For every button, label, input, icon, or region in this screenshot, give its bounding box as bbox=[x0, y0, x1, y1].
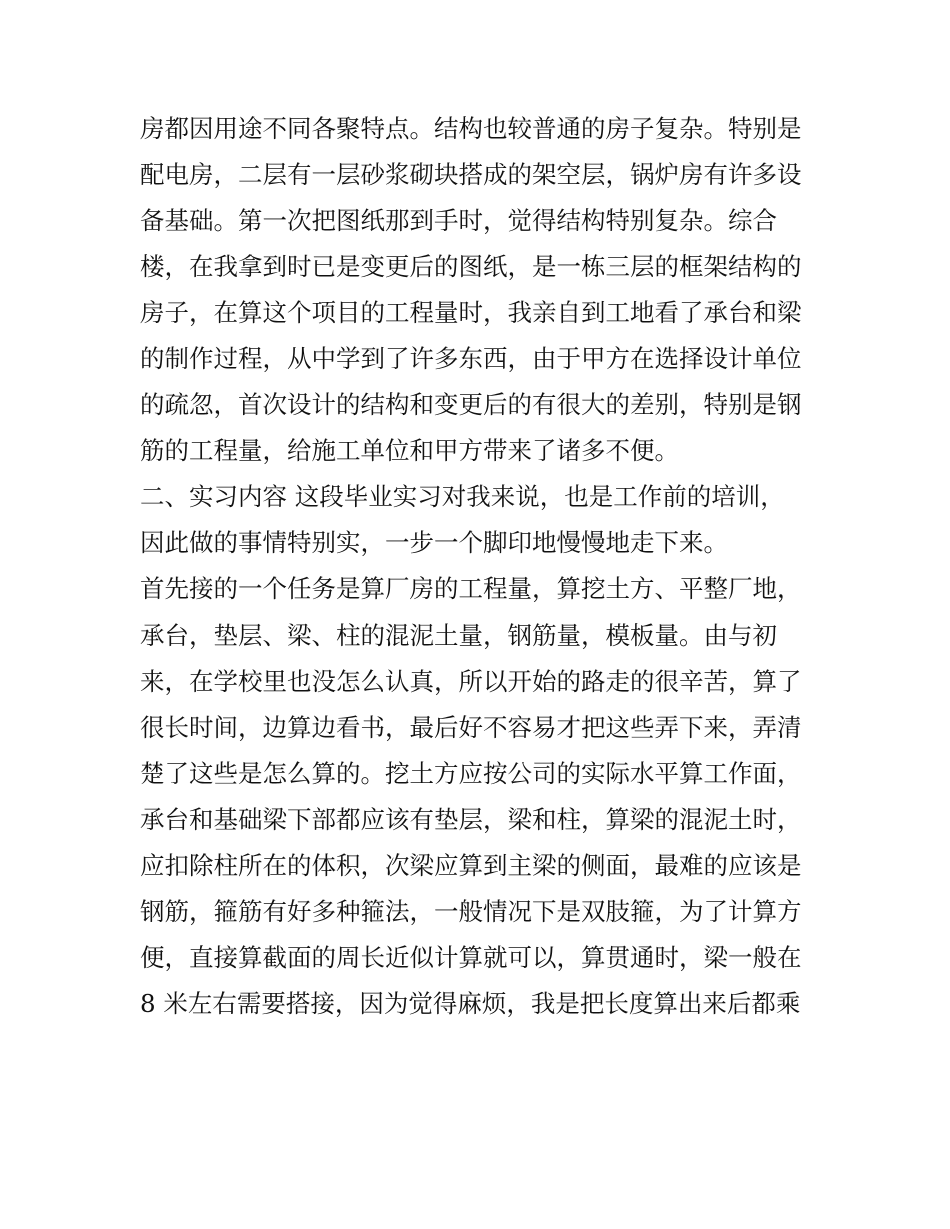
body-text bbox=[140, 106, 820, 1027]
text-line: 来，在学校里也没怎么认真，所以开始的路走的很辛苦，算了 bbox=[140, 666, 802, 696]
text-line: 筋的工程量，给施工单位和甲方带来了诸多不便。 bbox=[140, 436, 679, 466]
text-line: 钢筋，箍筋有好多种箍法，一般情况下是双肢箍，为了计算方 bbox=[140, 896, 802, 926]
section-heading-line: 二、实习内容 这段毕业实习对我来说，也是工作前的培训， bbox=[140, 482, 785, 512]
text-line: 因此做的事情特别实，一步一个脚印地慢慢地走下来。 bbox=[140, 528, 728, 558]
text-line: 楚了这些是怎么算的。挖土方应按公司的实际水平算工作面， bbox=[140, 758, 802, 788]
text-line: 8 米左右需要搭接，因为觉得麻烦，我是把长度算出来后都乘 bbox=[140, 988, 801, 1018]
text-line: 便，直接算截面的周长近似计算就可以，算贯通时，梁一般在 bbox=[140, 942, 802, 972]
text-line: 的制作过程，从中学到了许多东西，由于甲方在选择设计单位 bbox=[140, 344, 802, 374]
text-line: 楼，在我拿到时已是变更后的图纸，是一栋三层的框架结构的 bbox=[140, 252, 802, 282]
text-line: 应扣除柱所在的体积，次梁应算到主梁的侧面，最难的应该是 bbox=[140, 850, 802, 880]
text-line: 房子，在算这个项目的工程量时，我亲自到工地看了承台和梁 bbox=[140, 298, 802, 328]
text-line: 房都因用途不同各聚特点。结构也较普通的房子复杂。特别是 bbox=[140, 114, 802, 143]
text-line: 很长时间，边算边看书，最后好不容易才把这些弄下来，弄清 bbox=[140, 712, 802, 742]
text-line: 首先接的一个任务是算厂房的工程量，算挖土方、平整厂地， bbox=[140, 574, 802, 604]
text-line: 的疏忽，首次设计的结构和变更后的有很大的差别，特别是钢 bbox=[140, 390, 802, 420]
text-line: 承台，垫层、梁、柱的混泥土量，钢筋量，模板量。由与初 bbox=[140, 620, 777, 650]
text-line: 配电房，二层有一层砂浆砌块搭成的架空层，锅炉房有许多设 bbox=[140, 160, 802, 190]
text-line: 备基础。第一次把图纸那到手时，觉得结构特别复杂。综合 bbox=[140, 206, 777, 236]
text-line: 承台和基础梁下部都应该有垫层，梁和柱，算梁的混泥土时， bbox=[140, 804, 802, 834]
